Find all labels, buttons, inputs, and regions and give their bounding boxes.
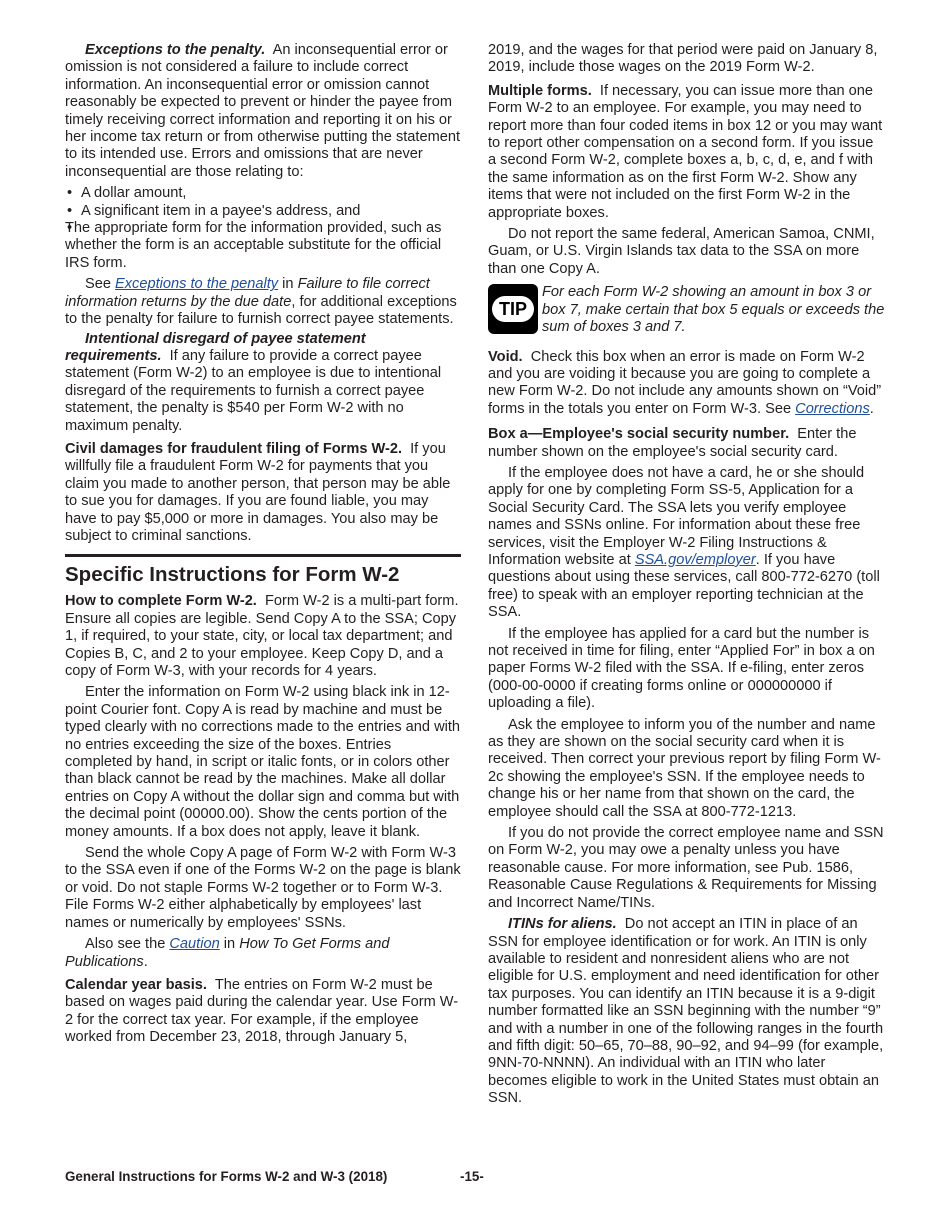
section-divider [65,554,461,557]
itins-heading: ITINs for aliens. [508,916,617,933]
see-text: See [85,276,111,293]
no-card-post: . If you have questions about using these services, call 800-772-6270 (toll free) to speak with an employer reporting technician at the SSA. [488,551,880,621]
calendar-heading: Calendar year basis. [65,976,207,993]
see-exceptions-paragraph [65,276,461,328]
calendar-text: The entries on Form W-2 must be based on wages paid during the calendar year. Use Form W-2 for the correct tax year. For example, if the employee worked from December 23, 2018, through January 5, [65,976,459,1046]
how-to-get-forms-reference: How To Get Forms and Publications [65,936,390,970]
intentional-heading: Intentional disregard of payee statement requirements. [65,330,366,364]
tip-label: TIP [492,296,534,322]
ssa-employer-link[interactable]: SSA.gov/employer [634,551,756,568]
left-column [65,42,461,1051]
intentional-text: If any failure to provide a correct payee statement (Form W-2) to an employee is due to intentional disregard of the requirements to furnish a correct payee statement, the penalty is $540 per Form W-2 with no maximum penalty. [65,347,442,434]
ask-employee-paragraph: Ask the employee to inform you of the number and name as they are shown on the social security card when it is received. Then correct your previous report by filing Form W-2c showing the employee's SSN. If the employee needs to change his or her name from that shown on the card, the employee should call the SSA at 800-772-1213. [488,716,881,820]
in-text: in [223,936,236,953]
civil-heading: Civil damages for fraudulent filing of Forms W-2. [65,440,403,457]
no-card-paragraph [488,465,885,622]
section-heading: Specific Instructions for Form W-2 [65,563,400,587]
how-paragraph [65,593,461,680]
civil-paragraph [65,441,461,545]
do-not-report-paragraph: Do not report the same federal, American Samoa, CNMI, Guam, or U.S. Virgin Islands tax data to the SSA on more than one Copy A. [488,226,875,277]
footer-title: General Instructions for Forms W-2 and W-3 (2018) [65,1169,388,1184]
page-footer [65,1168,885,1185]
list-item: • A significant item in a payee's address, and [65,203,461,220]
also-see-paragraph [65,936,461,971]
see-post-text: , for additional exceptions to the penalty for failure to furnish correct payee statements. [65,293,457,328]
send-whole-paragraph: Send the whole Copy A page of Form W-2 with Form W-3 to the SSA even if one of the Forms W-2 on the page is blank or void. Do not staple Forms W-2 together or to Form W-3. File Forms W-2 either alphabetically by employees' last names or numerically by employees' SSNs. [65,845,461,931]
list-item: • A dollar amount, [65,185,461,202]
multiple-forms-paragraph [488,83,885,222]
calendar-paragraph [65,977,461,1047]
intentional-paragraph [65,331,461,435]
exceptions-list [65,185,461,272]
corrections-link[interactable]: Corrections [795,400,870,417]
void-heading: Void. [488,348,523,365]
tip-box [488,284,885,336]
itins-paragraph [488,916,885,1107]
box-a-text: Enter the number shown on the employee's social security card. [488,426,857,460]
no-card-text: If the employee does not have a card, he or she should apply for one by completing Form SS-5, Application for a Social Security Card. The SSA lets you verify employee names and SSNs online. For information about these free services, visit the Employer W-2 Filing Instructions & Information website at [488,464,865,568]
caution-link[interactable]: Caution [169,936,220,953]
how-heading: How to complete Form W-2. [65,593,257,610]
exceptions-text: An inconsequential error or omission is not considered a failure to include correct information. An inconsequential error or omission cannot reasonably be expected to prevent or hinder the payee from timely receiving correct information and reporting it on his or her income tax return or from otherwise putting the statement to its intended use. Errors and omissions that are never inconsequential are those relating to: [65,42,461,180]
multiple-forms-heading: Multiple forms. [488,82,592,99]
in-text: in [282,276,294,293]
tip-text: For each Form W-2 showing an amount in box 3 or box 7, make certain that box 5 equals or exceeds the sum of boxes 3 and 7. [542,284,885,336]
void-paragraph [488,349,885,419]
box-a-heading: Box a—Employee's social security number. [488,426,790,443]
failure-to-file-reference: Failure to file correct information returns by the due date [65,276,430,310]
enter-info-paragraph: Enter the information on Form W-2 using black ink in 12-point Courier font. Copy A is read by machine and must be typed clearly with no corrections made to the entries and with no entries exceeding the size of the boxes. Entries completed by hand, in script or italic fonts, or in colors other than black cannot be read by the machines. Make all dollar entries on Copy A without the dollar sign and comma but with the decimal point (00000.00). Show the cents portion of the money amounts. If a box does not apply, leave it blank. [65,684,461,840]
right-column [488,42,885,1112]
multiple-forms-text: If necessary, you can issue more than one Form W-2 to an employee. For example, you may need to report more than four coded items in box 12 or you may want to report other compensation on a second form. If you issue a second Form W-2, complete boxes a, b, c, d, e, and f with the same information as on the first Form W-2. Show any items that were not included on the first Form W-2 in the appropriate boxes. [488,82,883,221]
also-see-post: . [143,953,148,970]
itins-text: Do not accept an ITIN in place of an SSN for employee identification or for work. An ITIN is only available to resident and nonresident aliens who are not eligible for U.S. employment and need identification for other tax purposes. You can identify an ITIN because it is a 9-digit number formatted like an SSN beginning with the number “9” and with a number in one of the following ranges in the fourth and fifth digit: 50–65, 70–88, 90–92, and 94–99 (for example, 9NN-70-NNNN). An individual with an ITIN who later becomes eligible to work in the United States must obtain an SSN. [488,916,884,1107]
also-see-text: Also see the [85,936,166,953]
civil-text: If you willfully file a fraudulent Form W-2 for payments that you claim you made to another person, that person may be able to sue you for damages. If you are found liable, you may have to pay $5,000 or more in damages. You also may be subject to criminal sanctions. [65,440,451,544]
tip-icon [488,284,538,334]
calendar-continued-paragraph: 2019, and the wages for that period were paid on January 8, 2019, include those wages on the 2019 Form W-2. [488,42,878,76]
void-post: . [869,400,874,417]
list-item: • The appropriate form for the information provided, such as whether the form is an acceptable substitute for the official IRS form. [65,220,461,272]
exceptions-to-the-penalty-link[interactable]: Exceptions to the penalty [115,276,279,293]
penalty-paragraph: If you do not provide the correct employee name and SSN on Form W-2, you may owe a penalty unless you have reasonable cause. For more information, see Pub. 1586, Reasonable Cause Regulations & Requirements for Missing and Incorrect Name/TINs. [488,825,884,911]
page-number: -15- [460,1169,484,1184]
how-text: Form W-2 is a multi-part form. Ensure all copies are legible. Send Copy A to the SSA; Copy 1, if required, to your state, city, or local tax department; and Copies B, C, and 2 to your employee. Keep Copy D, and a copy of Form W-3, with your records for 4 years. [65,593,459,679]
exceptions-heading: Exceptions to the penalty. [85,42,266,58]
void-text: Check this box when an error is made on Form W-2 and you are voiding it because you are going to complete a new Form W-2. Do not include any amounts shown on “Void” forms in the totals you enter on Form W-3. See [488,348,882,417]
box-a-paragraph [488,426,885,461]
applied-for-paragraph: If the employee has applied for a card but the number is not received in time for filing, enter “Applied For” in box a on paper Forms W-2 filed with the SSA. If e-filing, enter zeros (000-00-0000 if creating forms online or 000000000 if uploading a file). [488,625,875,712]
exceptions-paragraph [65,42,461,181]
